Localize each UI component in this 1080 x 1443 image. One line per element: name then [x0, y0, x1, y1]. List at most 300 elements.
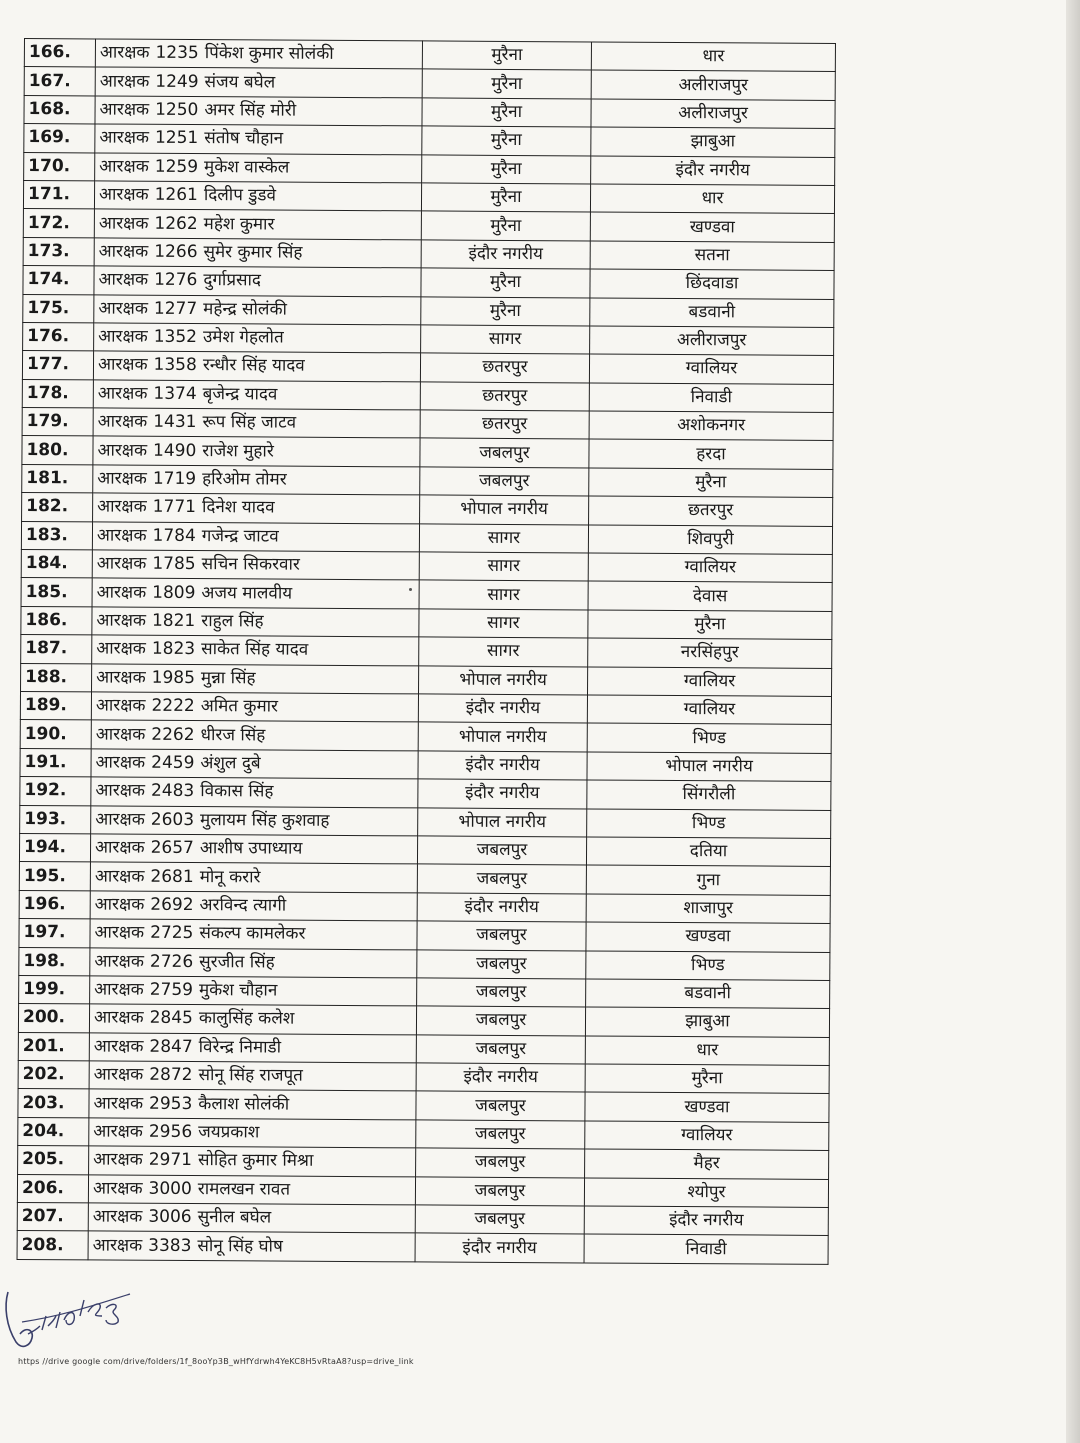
to-unit-cell: खण्डवा [590, 212, 834, 242]
to-unit-cell: इंदौर नगरीय [584, 1206, 828, 1236]
from-unit-cell: मुरैना [422, 69, 591, 98]
rank-number-name-cell [89, 1004, 416, 1034]
rank-number-name-cell [93, 408, 420, 438]
rank-text: आरक्षक [99, 156, 149, 177]
from-unit-cell: सागर [419, 552, 588, 581]
rank-number-name-cell [93, 351, 420, 381]
rank-text: आरक्षक [94, 865, 145, 887]
badge-number-text: 2847 [149, 1036, 193, 1057]
table-row [24, 39, 835, 72]
rank-text: आरक्षक [92, 1206, 143, 1227]
to-unit-cell: धार [590, 184, 834, 214]
table-row [21, 578, 832, 611]
table-row [19, 947, 830, 980]
rank-number-name-cell [88, 1203, 415, 1233]
rank-text: आरक्षक [96, 582, 147, 603]
person-name-text: मुलायम सिंह कुशवाह [200, 809, 330, 831]
rank-text: आरक्षक [99, 127, 150, 149]
serial-number-cell: 186. [21, 606, 92, 635]
table-row [21, 521, 832, 554]
from-unit-cell: जबलपुर [417, 864, 586, 893]
badge-number-text: 1276 [154, 270, 198, 291]
rank-text: आरक्षक [94, 979, 144, 1000]
person-name-text: दिलीप डुडवे [203, 185, 277, 206]
to-unit-cell: ग्वालियर [585, 1121, 829, 1151]
person-name-text: संकल्प कामलेकर [199, 923, 306, 945]
table-row [18, 1061, 829, 1094]
badge-number-text: 2692 [150, 894, 194, 915]
serial-number-cell: 183. [21, 521, 92, 550]
from-unit-cell: इंदौर नगरीय [418, 779, 587, 808]
rank-number-name-cell [95, 96, 422, 126]
rank-text: आरक्षक [92, 1178, 143, 1199]
rank-number-name-cell [90, 919, 417, 949]
to-unit-cell: शाजापुर [586, 894, 830, 924]
badge-number-text: 2657 [150, 837, 194, 859]
rank-text: आरक्षक [98, 298, 148, 319]
badge-number-text: 2681 [150, 866, 194, 887]
person-name-text: सोहित कुमार मिश्रा [197, 1150, 314, 1172]
to-unit-cell: भिण्ड [587, 723, 831, 753]
to-unit-cell: बडवानी [590, 297, 834, 327]
rank-number-name-cell [90, 891, 417, 921]
to-unit-cell: भोपाल नगरीय [587, 752, 831, 782]
table-row [24, 124, 835, 157]
to-unit-cell: झाबुआ [591, 127, 835, 157]
rank-number-name-cell [94, 294, 421, 324]
badge-number-text: 2459 [151, 752, 195, 774]
table-row [24, 95, 835, 128]
to-unit-cell: अशोकनगर [589, 411, 833, 441]
table-row [24, 152, 835, 185]
badge-number-text: 1823 [151, 639, 196, 660]
rank-number-name-cell [94, 323, 421, 353]
to-unit-cell: अलीराजपुर [590, 326, 834, 356]
rank-text: आरक्षक [93, 1036, 144, 1057]
rank-number-name-cell [91, 777, 418, 807]
person-name-text: विकास सिंह [200, 781, 274, 802]
badge-number-text: 1431 [153, 412, 197, 433]
to-unit-cell: देवास [588, 581, 832, 611]
badge-number-text: 1985 [151, 667, 195, 688]
rank-number-name-cell [89, 1118, 416, 1148]
serial-number-cell: 177. [22, 351, 93, 380]
person-name-text: मोनू करारे [199, 866, 261, 887]
person-name-text: दिनेश यादव [201, 497, 275, 518]
rank-text: आरक्षक [96, 525, 147, 546]
to-unit-cell: भिण्ड [587, 808, 831, 838]
table-row [20, 777, 831, 810]
rank-text: आरक्षक [98, 269, 149, 291]
rank-number-name-cell [95, 67, 422, 97]
from-unit-cell: इंदौर नगरीय [417, 893, 586, 922]
to-unit-cell: धार [585, 1036, 829, 1066]
page-edge-shadow [1066, 0, 1080, 1443]
badge-number-text: 2759 [149, 979, 194, 1001]
table-row [19, 862, 830, 895]
serial-number-cell: 173. [23, 237, 94, 266]
from-unit-cell: छतरपुर [420, 382, 589, 411]
serial-number-cell: 184. [21, 550, 92, 579]
rank-text: आरक्षक [98, 326, 148, 347]
person-name-text: सोनू सिंह घोष [197, 1235, 283, 1257]
to-unit-cell: श्योपुर [584, 1178, 828, 1208]
person-name-text: हरिओम तोमर [202, 469, 287, 490]
serial-number-cell: 200. [18, 1004, 89, 1033]
from-unit-cell: मुरैना [422, 41, 591, 70]
serial-number-cell: 178. [22, 379, 93, 408]
person-name-text: महेन्द्र सोलंकी [203, 298, 288, 320]
person-name-text: सचिन सिकरवार [201, 554, 300, 575]
table-row [20, 805, 831, 838]
from-unit-cell: सागर [419, 609, 588, 638]
serial-number-cell: 182. [22, 493, 93, 522]
serial-number-cell: 193. [20, 805, 91, 834]
from-unit-cell: इंदौर नगरीय [418, 694, 587, 723]
from-unit-cell: जबलपुर [416, 1006, 585, 1035]
person-name-text: सुनील बघेल [197, 1207, 272, 1228]
from-unit-cell: जबलपुर [415, 1177, 584, 1206]
to-unit-cell: दतिया [586, 837, 830, 867]
person-name-text: साकेत सिंह यादव [201, 639, 309, 661]
rank-number-name-cell [92, 550, 419, 580]
person-name-text: रूप सिंह जाटव [202, 412, 297, 433]
to-unit-cell: भिण्ड [586, 950, 830, 980]
badge-number-text: 2726 [149, 951, 194, 972]
from-unit-cell: इंदौर नगरीय [416, 1063, 585, 1092]
serial-number-cell: 187. [21, 635, 92, 664]
person-name-text: रामलखन रावत [197, 1178, 291, 1200]
person-name-text: मुन्ना सिंह [200, 667, 256, 689]
rank-number-name-cell [91, 805, 418, 835]
serial-number-cell: 195. [19, 862, 90, 891]
to-unit-cell: ग्वालियर [589, 354, 833, 384]
table-row [21, 635, 832, 668]
table-row [18, 1117, 829, 1150]
badge-number-text: 2953 [149, 1093, 193, 1114]
table-row [19, 919, 830, 952]
to-unit-cell: बडवानी [586, 979, 830, 1009]
table-row [19, 833, 830, 866]
badge-number-text: 1771 [152, 497, 197, 518]
rank-text: आरक्षक [93, 1064, 144, 1085]
rank-number-name-cell [95, 39, 422, 69]
person-name-text: महेश कुमार [203, 213, 275, 235]
to-unit-cell: निवाडी [589, 383, 833, 413]
serial-number-cell: 202. [18, 1061, 89, 1090]
from-unit-cell: जबलपुर [416, 1120, 585, 1149]
rank-number-name-cell [95, 152, 422, 182]
table-row [21, 606, 832, 639]
rank-text: आरक्षक [99, 71, 150, 92]
badge-number-text: 2222 [151, 695, 195, 717]
serial-number-cell: 170. [24, 152, 95, 181]
rank-text: आरक्षक [98, 212, 149, 234]
to-unit-cell: खण्डवा [586, 922, 830, 952]
from-unit-cell: इंदौर नगरीय [415, 1233, 584, 1262]
rank-number-name-cell [92, 664, 419, 694]
table-row [23, 294, 834, 327]
badge-number-text: 1235 [155, 42, 199, 64]
serial-number-cell: 205. [18, 1146, 89, 1175]
from-unit-cell: जबलपुर [417, 836, 586, 865]
from-unit-cell: भोपाल नगरीय [419, 666, 588, 695]
rank-text: आरक्षक [97, 383, 148, 404]
rank-number-name-cell [94, 209, 421, 239]
person-name-text: सुमेर कुमार सिंह [203, 242, 303, 263]
badge-number-text: 1259 [154, 156, 199, 177]
from-unit-cell: मुरैना [421, 296, 590, 325]
rank-number-name-cell [92, 522, 419, 552]
rank-number-name-cell [88, 1175, 415, 1205]
table-row [22, 464, 833, 497]
to-unit-cell: हरदा [589, 439, 833, 469]
to-unit-cell: सिंगरौली [587, 780, 831, 810]
from-unit-cell: मुरैना [422, 154, 591, 183]
person-name-text: कालुसिंह कलेश [198, 1008, 295, 1030]
serial-number-cell: 201. [18, 1032, 89, 1061]
rank-text: आरक्षक [95, 780, 146, 802]
to-unit-cell: छतरपुर [589, 496, 833, 526]
rank-number-name-cell [90, 947, 417, 977]
to-unit-cell: मुरैना [589, 468, 833, 498]
rank-text: आरक्षक [94, 951, 145, 972]
serial-number-cell: 166. [24, 39, 95, 68]
serial-number-cell: 171. [23, 180, 94, 209]
person-name-text: अमर सिंह मोरी [204, 100, 297, 121]
to-unit-cell: मैहर [585, 1149, 829, 1179]
table-row [20, 720, 831, 753]
rank-text: आरक्षक [98, 184, 149, 205]
from-unit-cell: मुरैना [422, 126, 591, 155]
serial-number-cell: 207. [17, 1202, 88, 1231]
rank-number-name-cell [94, 181, 421, 211]
rank-number-name-cell [89, 1089, 416, 1119]
rank-text: आरक्षक [93, 1007, 144, 1029]
person-name-text: विरेन्द्र निमाडी [198, 1036, 282, 1058]
serial-number-cell: 191. [20, 748, 91, 777]
rank-number-name-cell [89, 1033, 416, 1063]
rank-text: आरक्षक [97, 440, 148, 461]
table-row [23, 266, 834, 299]
serial-number-cell: 203. [18, 1089, 89, 1118]
from-unit-cell: भोपाल नगरीय [420, 495, 589, 524]
person-name-text: अंशुल दुबे [200, 753, 261, 774]
serial-number-cell: 192. [20, 777, 91, 806]
person-name-text: दुर्गाप्रसाद [203, 270, 262, 291]
rank-text: आरक्षक [93, 1093, 144, 1114]
handwritten-signature [2, 1286, 142, 1356]
from-unit-cell: इंदौर नगरीय [418, 751, 587, 780]
table-row [23, 209, 834, 242]
table-row [17, 1231, 828, 1264]
serial-number-cell: 172. [23, 209, 94, 238]
rank-text: आरक्षक [96, 667, 146, 688]
from-unit-cell: इंदौर नगरीय [421, 240, 590, 269]
table-row [18, 1004, 829, 1037]
table-row [24, 67, 835, 100]
to-unit-cell: निवाडी [584, 1234, 828, 1264]
badge-number-text: 1719 [152, 468, 197, 490]
rank-number-name-cell [94, 238, 421, 268]
table-row [22, 493, 833, 526]
to-unit-cell: खण्डवा [585, 1092, 829, 1122]
serial-number-cell: 179. [22, 408, 93, 437]
person-name-text: बृजेन्द्र यादव [202, 383, 278, 405]
badge-number-text: 2845 [149, 1008, 193, 1029]
rank-number-name-cell [89, 1061, 416, 1091]
rank-number-name-cell [95, 124, 422, 154]
rank-number-name-cell [93, 436, 420, 466]
from-unit-cell: मुरैना [421, 183, 590, 212]
rank-text: आरक्षक [99, 99, 150, 120]
person-name-text: मुकेश चौहान [198, 980, 278, 1001]
rank-number-name-cell [91, 720, 418, 750]
table-row [17, 1174, 828, 1207]
rank-number-name-cell [90, 834, 417, 864]
table-row [19, 975, 830, 1008]
to-unit-cell: नरसिंहपुर [588, 638, 832, 668]
table-row [21, 663, 832, 696]
from-unit-cell: भोपाल नगरीय [418, 807, 587, 836]
person-name-text: अजय मालवीय [201, 582, 293, 604]
badge-number-text: 1250 [155, 99, 199, 121]
serial-number-cell: 206. [17, 1174, 88, 1203]
to-unit-cell: गुना [586, 865, 830, 895]
serial-number-cell: 189. [20, 691, 91, 720]
person-name-text: जयप्रकाश [198, 1122, 260, 1143]
badge-number-text: 3383 [148, 1235, 192, 1256]
rank-text: आरक्षक [92, 1235, 143, 1256]
rank-number-name-cell [91, 749, 418, 779]
table-row [21, 550, 832, 583]
table-row [22, 408, 833, 441]
badge-number-text: 1784 [152, 525, 196, 546]
badge-number-text: 1785 [152, 554, 196, 575]
rank-text: आरक्षक [98, 241, 149, 262]
badge-number-text: 2872 [149, 1065, 193, 1086]
badge-number-text: 1809 [152, 582, 196, 603]
rank-number-name-cell [90, 862, 417, 892]
to-unit-cell: छिंदवाडा [590, 269, 834, 299]
badge-number-text: 2483 [150, 781, 195, 802]
rank-text: आरक्षक [96, 553, 147, 574]
person-name-text: उमेश गेहलोत [202, 327, 284, 348]
rank-text: आरक्षक [95, 724, 146, 745]
serial-number-cell: 175. [23, 294, 94, 323]
rank-text: आरक्षक [94, 922, 145, 944]
rank-text: आरक्षक [96, 638, 146, 660]
badge-number-text: 1352 [153, 326, 198, 348]
rank-text: आरक्षक [97, 496, 147, 518]
from-unit-cell: जबलपुर [415, 1205, 584, 1234]
to-unit-cell: धार [591, 42, 835, 72]
serial-number-cell: 185. [21, 578, 92, 607]
from-unit-cell: सागर [421, 325, 590, 354]
badge-number-text: 2956 [148, 1121, 193, 1143]
rank-text: आरक्षक [93, 1149, 143, 1171]
rank-number-name-cell [93, 380, 420, 410]
badge-number-text: 1249 [155, 71, 199, 92]
from-unit-cell: सागर [419, 637, 588, 666]
rank-number-name-cell [92, 578, 419, 608]
rank-number-name-cell [88, 1231, 415, 1261]
from-unit-cell: सागर [419, 524, 588, 553]
serial-number-cell: 208. [17, 1231, 88, 1260]
transfer-table [17, 38, 836, 1265]
transfer-table-body [17, 39, 835, 1265]
person-name-text: गजेन्द्र जाटव [201, 525, 279, 547]
from-unit-cell: जबलपुर [420, 438, 589, 467]
person-name-text: मुकेश वास्केल [203, 156, 290, 178]
to-unit-cell: मुरैना [588, 610, 832, 640]
rank-text: आरक्षक [95, 695, 146, 716]
serial-number-cell: 180. [22, 436, 93, 465]
table-row [22, 436, 833, 469]
from-unit-cell: छतरपुर [420, 410, 589, 439]
from-unit-cell: सागर [419, 580, 588, 609]
from-unit-cell: मुरैना [421, 268, 590, 297]
table-row [18, 1146, 829, 1179]
rank-text: आरक्षक [97, 354, 148, 376]
from-unit-cell: भोपाल नगरीय [418, 722, 587, 751]
to-unit-cell: अलीराजपुर [591, 70, 835, 100]
table-row [17, 1202, 828, 1235]
serial-number-cell: 196. [19, 890, 90, 919]
to-unit-cell: मुरैना [585, 1064, 829, 1094]
person-name-text: धीरज सिंह [200, 724, 266, 746]
serial-number-cell: 204. [18, 1117, 89, 1146]
rank-number-name-cell [89, 1146, 416, 1176]
rank-number-name-cell [90, 976, 417, 1006]
to-unit-cell: झाबुआ [585, 1007, 829, 1037]
person-name-text: कैलाश सोलंकी [198, 1093, 290, 1115]
to-unit-cell: अलीराजपुर [591, 99, 835, 129]
drive-link-text[interactable]: https //drive google com/drive/folders/1f_8ooYp3B_wHfYdrwh4YeKC8H5vRtaA8?usp=drive_link [18, 1357, 414, 1366]
to-unit-cell: शिवपुरी [588, 525, 832, 555]
to-unit-cell: ग्वालियर [587, 695, 831, 725]
person-name-text: अरविन्द त्यागी [199, 894, 287, 916]
rank-number-name-cell [93, 465, 420, 495]
person-name-text: आशीष उपाध्याय [199, 838, 303, 859]
rank-text: आरक्षक [96, 610, 147, 631]
serial-number-cell: 174. [23, 266, 94, 295]
table-row [20, 748, 831, 781]
serial-number-cell: 188. [21, 663, 92, 692]
from-unit-cell: जबलपुर [416, 1148, 585, 1177]
rank-text: आरक्षक [97, 411, 148, 433]
badge-number-text: 1821 [151, 610, 196, 632]
table-row [23, 180, 834, 213]
badge-number-text: 3000 [148, 1178, 192, 1199]
table-row [23, 322, 834, 355]
person-name-text: पिंकेश कुमार सोलंकी [204, 43, 334, 65]
badge-number-text: 1266 [154, 241, 198, 262]
badge-number-text: 1277 [153, 298, 198, 319]
table-row [23, 237, 834, 270]
rank-number-name-cell [92, 635, 419, 665]
table-row [22, 351, 833, 384]
rank-text: आरक्षक [97, 468, 147, 489]
badge-number-text: 2262 [151, 724, 195, 745]
from-unit-cell: जबलपुर [417, 949, 586, 978]
badge-number-text: 1374 [153, 383, 197, 404]
serial-number-cell: 169. [24, 124, 95, 153]
rank-text: आरक्षक [95, 809, 145, 830]
from-unit-cell: जबलपुर [416, 1035, 585, 1064]
from-unit-cell: जबलपुर [416, 1091, 585, 1120]
badge-number-text: 2725 [150, 923, 194, 944]
